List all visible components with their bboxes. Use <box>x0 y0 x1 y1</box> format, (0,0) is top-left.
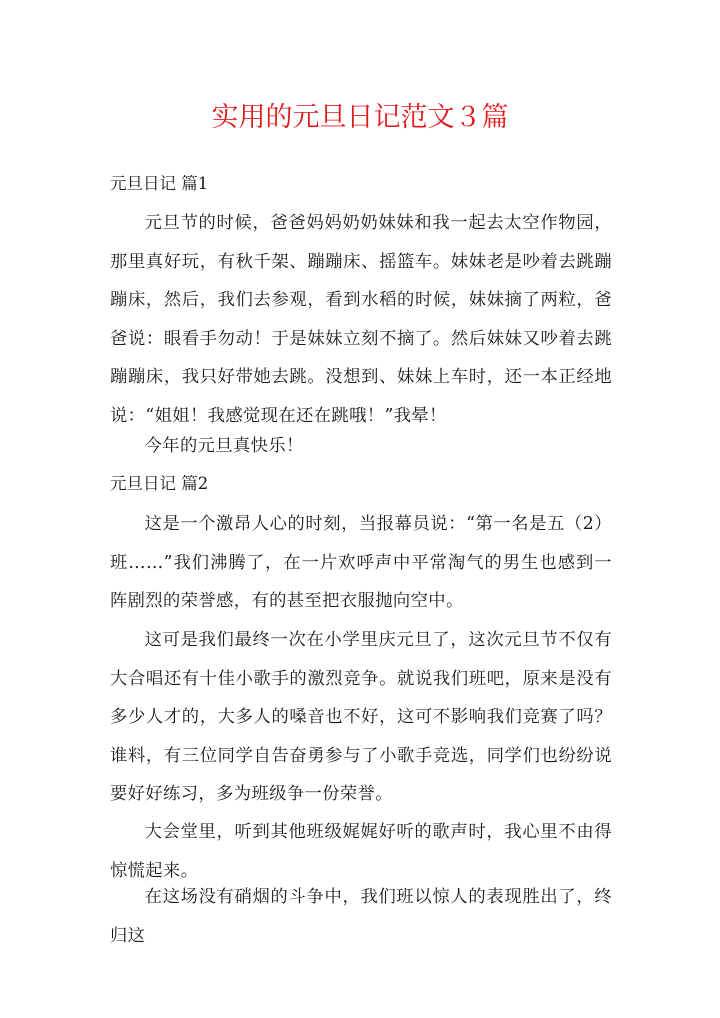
section-2-paragraph-4: 在这场没有硝烟的斗争中，我们班以惊人的表现胜出了，终归这 <box>110 887 612 946</box>
section-heading-1: 元旦日记 篇1 <box>110 174 209 193</box>
section-2-paragraph-1: 这是一个激昂人心的时刻，当报幕员说：“第一名是五（2）班……”我们沸腾了，在一片欢呼声中平常淘气的男生也感到一阵剧烈的荣誉感，有的甚至把衣服抛向空中。 <box>110 514 612 612</box>
section-1-paragraph-1: 元旦节的时候，爸爸妈妈奶奶妹妹和我一起去太空作物园，那里真好玩，有秋千架、蹦蹦床、摇篮车。妹妹老是吵着去跳蹦蹦床，然后，我们去参观，看到水稻的时候，妹妹摘了两粒，爸爸说：眼看手勿动！于是妹妹立刻不摘了。然后妹妹又吵着去跳蹦蹦床，我只好带她去跳。没想到、妹妹上车时，还一本正经地说：“姐姐！我感觉现在还在跳哦！”我晕！ <box>110 213 612 426</box>
section-heading-2: 元旦日记 篇2 <box>110 474 209 493</box>
section-1-paragraph-2: 今年的元旦真快乐！ <box>144 436 304 456</box>
document-title: 实用的元旦日记范文３篇 <box>211 102 509 133</box>
section-2-paragraph-3: 大会堂里，听到其他班级娓娓好听的歌声时，我心里不由得惊慌起来。 <box>110 822 612 881</box>
section-2-paragraph-2: 这可是我们最终一次在小学里庆元旦了，这次元旦节不仅有大合唱还有十佳小歌手的激烈竞争。就说我们班吧，原来是没有多少人才的，大多人的嗓音也不好，这可不影响我们竞赛了吗？谁料，有三位同学自告奋勇参与了小歌手竞选，同学们也纷纷说要好好练习，多为班级争一份荣誉。 <box>110 630 612 805</box>
